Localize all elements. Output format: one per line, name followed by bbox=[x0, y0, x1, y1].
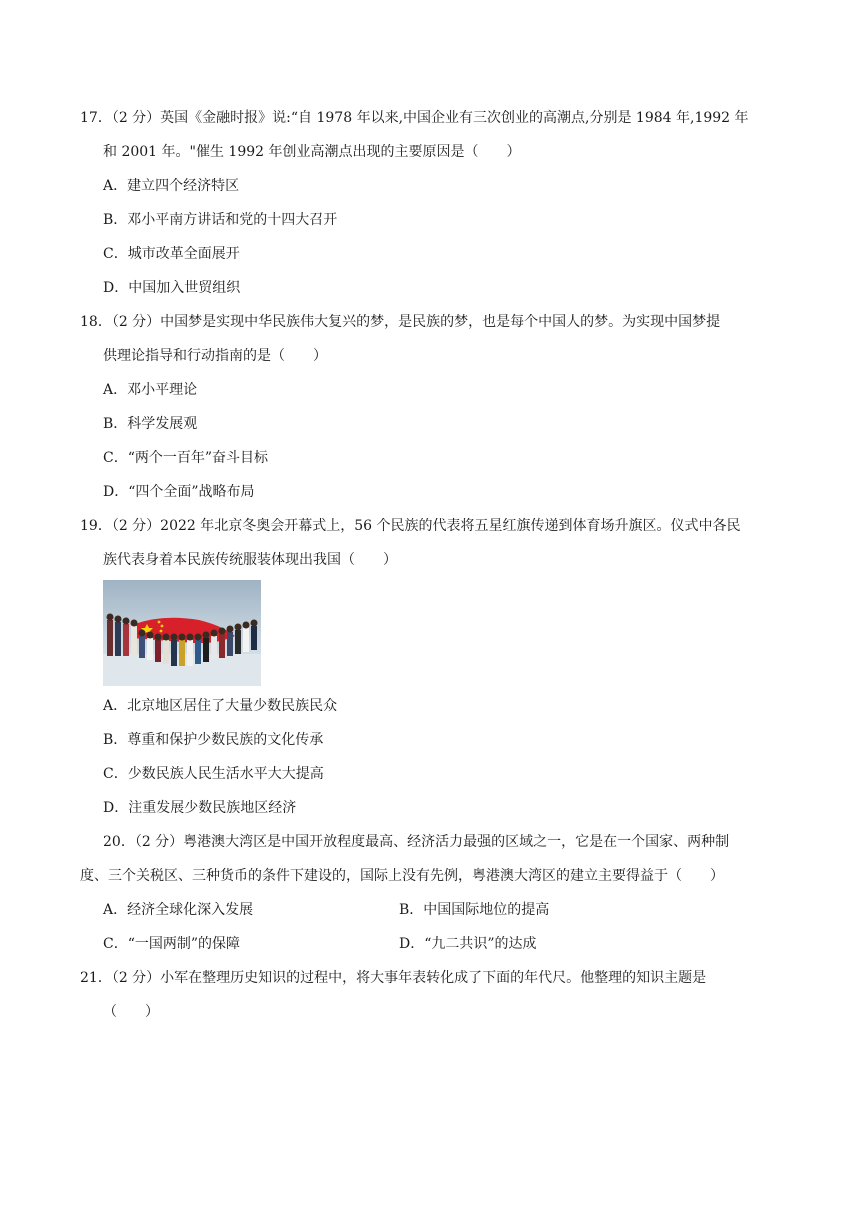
question-19-option-d: D．注重发展少数民族地区经济 bbox=[103, 800, 297, 816]
question-21-stem-line-2: （ ） bbox=[103, 1004, 159, 1020]
question-20-option-b: B．中国国际地位的提高 bbox=[399, 902, 550, 918]
question-21-stem-line-1: 21．（2 分）小军在整理历史知识的过程中，将大事年表转化成了下面的年代尺。他整理的知识主题是 bbox=[80, 970, 707, 986]
question-18-stem-line-1: 18．（2 分）中国梦是实现中华民族伟大复兴的梦，是民族的梦，也是每个中国人的梦。为实现中国梦提 bbox=[80, 314, 721, 330]
question-17-option-d: D．中国加入世贸组织 bbox=[103, 280, 241, 296]
question-19-stem-line-2: 族代表身着本民族传统服装体现出我国（ ） bbox=[103, 552, 397, 568]
question-19-stem-line-1: 19．（2 分）2022 年北京冬奥会开幕式上，56 个民族的代表将五星红旗传递到体育场升旗区。仪式中各民 bbox=[80, 518, 741, 534]
question-18-option-d: D．“四个全面”战略布局 bbox=[103, 484, 255, 500]
question-20-stem-line-1: 20．（2 分）粤港澳大湾区是中国开放程度最高、经济活力最强的区域之一，它是在一个国家、两种制 bbox=[103, 834, 730, 850]
question-17-stem-line-1: 17．（2 分）英国《金融时报》说:“自 1978 年以来,中国企业有三次创业的高潮点,分别是 1984 年,1992 年 bbox=[80, 110, 749, 126]
question-17-option-b: B．邓小平南方讲话和党的十四大召开 bbox=[103, 212, 338, 228]
question-19-option-a: A．北京地区居住了大量少数民族民众 bbox=[103, 698, 338, 714]
question-17-option-a: A．建立四个经济特区 bbox=[103, 178, 240, 194]
question-18-option-b: B．科学发展观 bbox=[103, 416, 198, 432]
flag-ceremony-photo bbox=[103, 580, 261, 686]
question-20-option-a: A．经济全球化深入发展 bbox=[103, 902, 254, 918]
question-18-option-a: A．邓小平理论 bbox=[103, 382, 198, 398]
question-19-option-c: C．少数民族人民生活水平大大提高 bbox=[103, 766, 324, 782]
question-20-stem-line-2: 度、三个关税区、三种货币的条件下建设的，国际上没有先例，粤港澳大湾区的建立主要得益于（ ） bbox=[80, 868, 724, 884]
question-17-stem-line-2: 和 2001 年。"催生 1992 年创业高潮点出现的主要原因是（ ） bbox=[103, 144, 521, 160]
question-17-option-c: C．城市改革全面展开 bbox=[103, 246, 240, 262]
question-20-option-c: C．“一国两制”的保障 bbox=[103, 936, 241, 952]
question-18-stem-line-2: 供理论指导和行动指南的是（ ） bbox=[103, 348, 327, 364]
question-20-option-d: D．“九二共识”的达成 bbox=[399, 936, 537, 952]
question-19-option-b: B．尊重和保护少数民族的文化传承 bbox=[103, 732, 324, 748]
question-18-option-c: C．“两个一百年”奋斗目标 bbox=[103, 450, 269, 466]
